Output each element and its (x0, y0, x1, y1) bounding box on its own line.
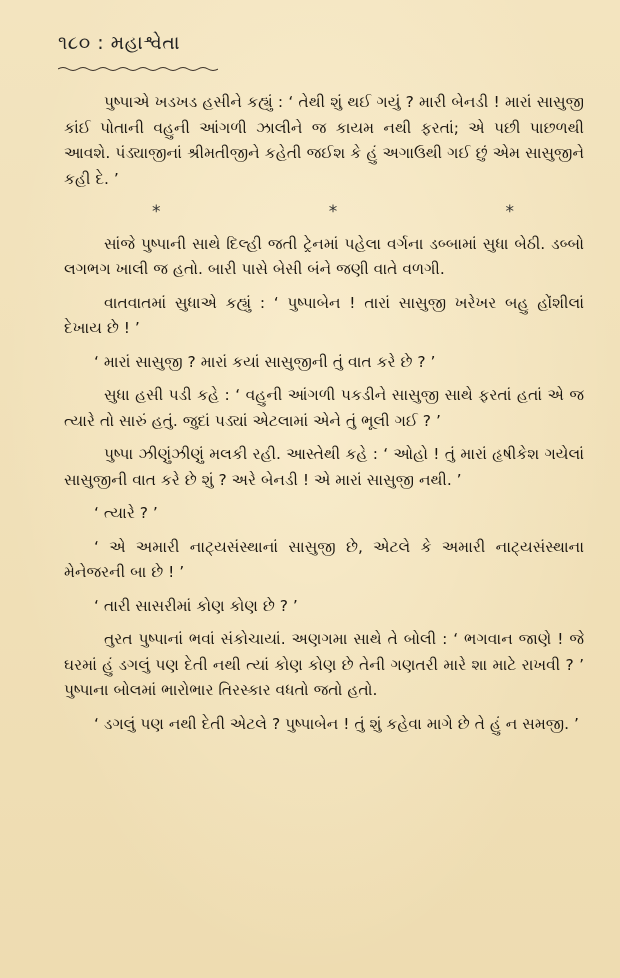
asterisk-ornament: * (505, 202, 514, 222)
paragraph: પુષ્પા ઝીણુંઝીણું મલકી રહી. આસ્તેથી કહે : ‘ ઓહો ! તું મારાં હૃષીકેશ ગયેલાં સાસુજીની વાત કરે છે શું ? અરે બેનડી ! એ મારાં સાસુજી નથી. ’ (64, 445, 584, 489)
running-header (58, 32, 180, 54)
header-separator: : (97, 32, 105, 54)
asterisk-ornament: * (328, 202, 338, 222)
paragraph: પુષ્પાએ ખડખડ હસીને કહ્યું : ‘ તેથી શું થઈ ગયું ? મારી બેનડી ! મારાં સાસુજી કાંઈ પોતાની વહુની આંગળી ઝાલીને જ કાયમ નથી ફરતાં; એ પછી પાછળથી આવશે. પંડ્યાજીનાં શ્રીમતીજીને કહેતી જઈશ કે હું અગાઉથી ગઈ છું એમ સાસુજીને કહી દે. ’ (64, 93, 584, 188)
paragraph: ‘ ડગલું પણ નથી દેતી એટલે ? પુષ્પાબેન ! તું શું કહેવા માગે છે તે હું ન સમજી. ’ (94, 714, 579, 733)
paragraph: ‘ એ અમારી નાટ્યસંસ્થાનાં સાસુજી છે, એટલે કે અમારી નાટ્યસંસ્થાના મેનેજરની બા છે ! ’ (64, 537, 584, 581)
paragraph: ‘ ત્યારે ? ’ (94, 504, 158, 522)
paragraph: સાંજે પુષ્પાની સાથે દિલ્હી જતી ટ્રેનમાં પહેલા વર્ગના ડબ્બામાં સુધા બેઠી. ડબ્બો લગભગ ખાલી જ હતો. બારી પાસે બેસી બંને જણી વાતે વળગી. (64, 234, 584, 278)
paragraph: તુરત પુષ્પાનાં ભવાં સંકોચાયાં. અણગમા સાથે તે બોલી : ‘ ભગવાન જાણે ! જે ઘરમાં હું ડગલું પણ દેતી નથી ત્યાં કોણ કોણ છે તેની ગણતરી મારે શા માટે રાખવી ? ’ પુષ્પાના બોલમાં ભારોભાર તિરસ્કાર વધતો જતો હતો. (64, 630, 584, 699)
asterisk-ornament: * (152, 202, 161, 222)
paragraph: ‘ તારી સાસરીમાં કોણ કોણ છે ? ’ (94, 596, 298, 615)
body-text (64, 90, 584, 745)
page-number: ૧૮૦ (58, 32, 91, 54)
header-wavy-rule (58, 66, 218, 72)
paragraph: ‘ મારાં સાસુજી ? મારાં કયાં સાસુજીની તું વાત કરે છે ? ’ (94, 352, 436, 371)
book-title: મહાશ્વેતા (110, 32, 181, 54)
paragraph: સુધા હસી પડી કહે : ‘ વહુની આંગળી પકડીને સાસુજી સાથે ફરતાં હતાં એ જ ત્યારે તો સારું હતું. જુદાં પડ્યાં એટલામાં એને તું ભૂલી ગઈ ? ’ (64, 386, 584, 430)
section-break (64, 200, 584, 226)
paragraph: વાતવાતમાં સુધાએ કહ્યું : ‘ પુષ્પાબેન ! તારાં સાસુજી ખરેખર બહુ હોંશીલાં દેખાય છે ! ’ (64, 293, 584, 337)
